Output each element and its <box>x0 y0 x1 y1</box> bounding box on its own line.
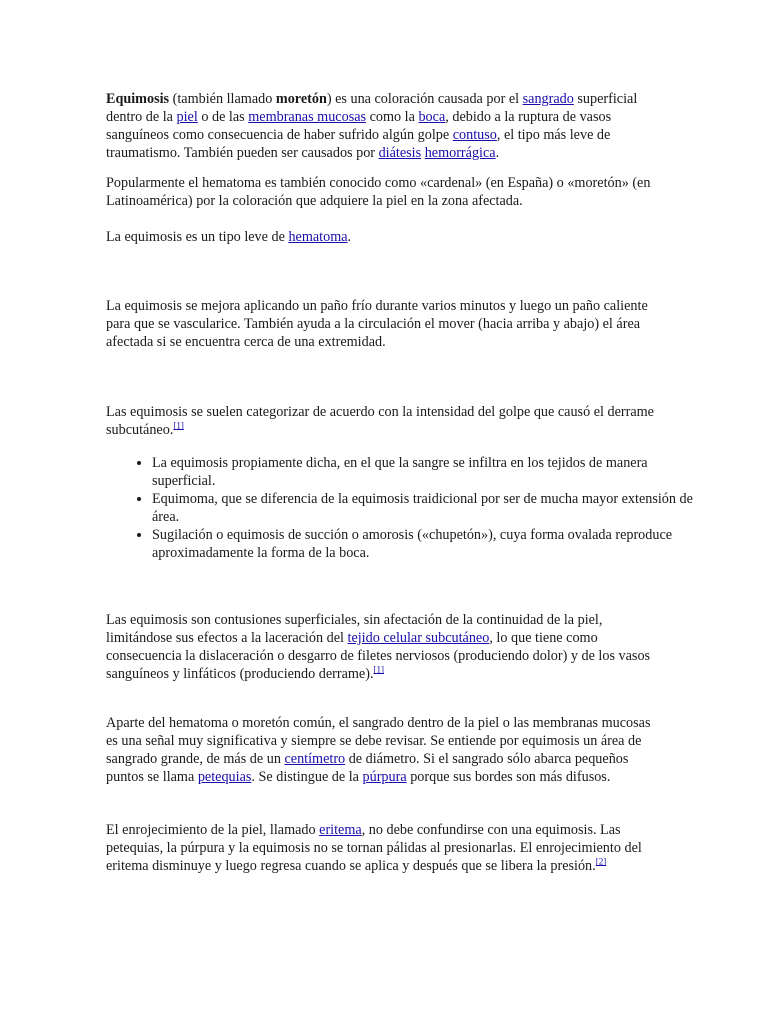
paragraph-eritema <box>106 821 664 875</box>
text-span: , debido a la ruptura de vasos sanguíneos como consecuencia de haber sufrido algún golpe <box>106 109 612 143</box>
text-span: Aparte del hematoma o moretón común, el sangrado dentro de la piel o las membranas mucosas es una señal muy significativa y siempre se debe revisar. Se entiende por equimosis un área de sangrado grande, de más de un <box>106 715 651 767</box>
link-centimetro[interactable]: centímetro <box>284 751 346 767</box>
paragraph-sangrado <box>106 714 664 786</box>
text-span: Las equimosis se suelen categorizar de acuerdo con la intensidad del golpe que causó el derrame subcutáneo. <box>106 404 654 438</box>
list-item: • La equimosis propiamente dicha, en el que la sangre se infiltra en los tejidos de manera superficial. <box>152 454 710 490</box>
link-sangrado[interactable]: sangrado <box>522 91 574 107</box>
text-span: o de las <box>197 109 249 125</box>
link-boca[interactable]: boca <box>418 109 446 125</box>
reference-link-1[interactable]: [1] <box>373 664 385 675</box>
link-purpura[interactable]: púrpura <box>362 769 407 785</box>
link-hemorragica[interactable]: hemorrágica <box>424 145 496 161</box>
text-span: Las equimosis son contusiones superficiales, sin afectación de la continuidad de la piel, limitándose sus efectos a la laceración del <box>106 612 603 646</box>
list-item: • Equimoma, que se diferencia de la equimosis traidicional por ser de mucha mayor extensión de área. <box>152 490 710 526</box>
text-span: porque sus bordes son más difusos. <box>406 769 611 785</box>
text-span: . <box>495 145 500 161</box>
text-span: de diámetro. Si el sangrado sólo abarca pequeños puntos se llama <box>106 751 629 785</box>
reference-link-1[interactable]: [1] <box>173 420 184 431</box>
paragraph-hematoma <box>106 228 664 246</box>
text-span: , no debe confundirse con una equimosis. Las petequias, la púrpura y la equimosis no se tornan pálidas al presionarlas. El enrojecimiento del eritema disminuye y luego regresa cuando se aplica y después que se libera la presión. <box>106 822 642 874</box>
text-span: , lo que tiene como consecuencia la dislaceración o desgarro de filetes nerviosos (produciendo dolor) y de los vasos sanguíneos y linfáticos (produciendo derrame). <box>106 630 651 682</box>
text-span: . Se distingue de la <box>251 769 363 785</box>
paragraph-categorias <box>106 403 664 439</box>
link-eritema[interactable]: eritema <box>319 822 362 838</box>
text-span: superficial dentro de la <box>106 91 638 125</box>
term-equimosis: Equimosis <box>106 91 170 107</box>
text-span: El enrojecimiento de la piel, llamado <box>106 822 320 838</box>
list-item: • Sugilación o equimosis de succión o amorosis («chupetón»), cuya forma ovalada reproduce aproximadamente la forma de la boca. <box>152 526 710 562</box>
text-span: como la <box>366 109 419 125</box>
link-hematoma[interactable]: hematoma <box>288 229 348 245</box>
text-span: . <box>347 229 352 245</box>
link-contuso[interactable]: contuso <box>452 127 497 143</box>
link-piel[interactable]: piel <box>176 109 198 125</box>
text-span: (también llamado <box>169 91 276 107</box>
term-moreton: moretón <box>275 91 327 107</box>
link-membranas-mucosas[interactable]: membranas mucosas <box>248 109 367 125</box>
paragraph-tratamiento: La equimosis se mejora aplicando un paño frío durante varios minutos y luego un paño caliente para que se vascularice. También ayuda a la circulación el mover (hacia arriba y abajo) el área afectada si se encuentra cerca de una extremidad. <box>106 298 648 350</box>
text-span: ) es una coloración causada por el <box>326 91 523 107</box>
link-petequias[interactable]: petequias <box>197 769 252 785</box>
link-diatesis[interactable]: diátesis <box>378 145 422 161</box>
paragraph-cardenal: Popularmente el hematoma es también conocido como «cardenal» (en España) o «moretón» (en Latinoamérica) por la coloración que adquiere la piel en la zona afectada. <box>106 175 651 209</box>
link-tejido-celular-subcutaneo[interactable]: tejido celular subcutáneo <box>347 630 490 646</box>
text-span: , el tipo más leve de traumatismo. También pueden ser causados por <box>106 127 611 161</box>
categories-list <box>106 454 710 562</box>
reference-link-2[interactable]: [2] <box>595 856 607 867</box>
paragraph-contusiones <box>106 611 664 683</box>
text-span: La equimosis es un tipo leve de <box>106 229 289 245</box>
intro-paragraph <box>106 90 664 162</box>
